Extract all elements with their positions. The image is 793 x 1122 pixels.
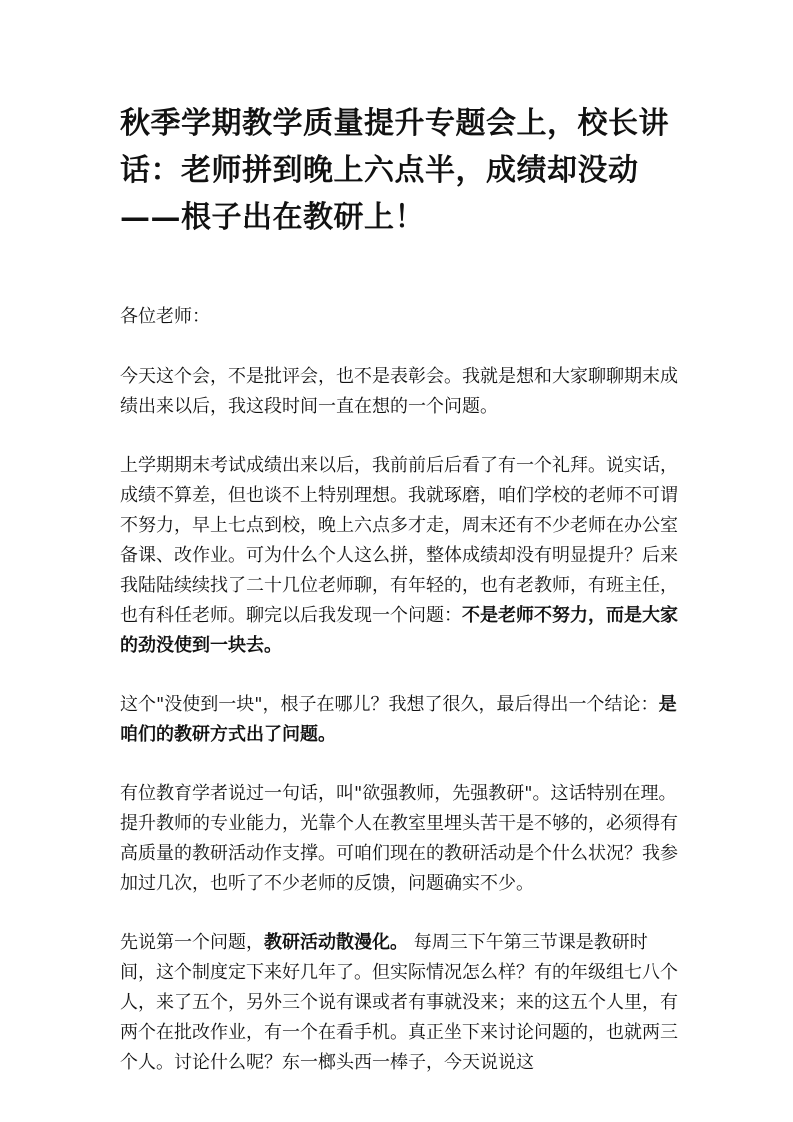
paragraph-5: [120, 928, 680, 1078]
salutation: 各位老师：: [120, 306, 210, 327]
paragraph-1: [120, 362, 680, 422]
paragraph-4: [120, 779, 680, 899]
paragraph-5-lead: 先说第一个问题，: [120, 932, 264, 953]
paragraph-2: [120, 451, 680, 661]
paragraph-2-emphasis: 不是老师不努力，而是大家的劲没使到一块去。: [120, 605, 678, 656]
paragraph-5-text: 每周三下午第三节课是教研时间，这个制度定下来好几年了。但实际情况怎么样？有的年级组七八个人，来了五个，另外三个说有课或者有事就没来；来的这五个人里，有两个在批改作业，有一个在看手机。真正坐下来讨论问题的，也就两三个人。讨论什么呢？东一榔头西一棒子，今天说说这: [120, 932, 678, 1073]
paragraph-4-text: 有位教育学者说过一句话，叫"欲强教师，先强教研"。这话特别在理。提升教师的专业能力，光靠个人在教室里埋头苦干是不够的，必须得有高质量的教研活动作支撑。可咱们现在的教研活动是个什么状况？我参加过几次，也听了不少老师的反馈，问题确实不少。: [120, 783, 678, 894]
paragraph-2-text: 上学期期末考试成绩出来以后，我前前后后看了有一个礼拜。说实话，成绩不算差，但也谈不上特别理想。我就琢磨，咱们学校的老师不可谓不努力，早上七点到校，晚上六点多才走，周末还有不少老师在办公室备课、改作业。可为什么个人这么拼，整体成绩却没有明显提升？后来我陆陆续续找了二十几位老师聊，有年轻的，也有老教师，有班主任，也有科任老师。聊完以后我发现一个问题：: [120, 455, 678, 626]
paragraph-3-emphasis: 是咱们的教研方式出了问题。: [120, 694, 677, 745]
paragraph-5-emphasis: 教研活动散漫化。: [264, 932, 408, 953]
document-title: 秋季学期教学质量提升专题会上，校长讲话：老师拼到晚上六点半，成绩却没动——根子出在教研上！: [120, 106, 669, 235]
paragraph-3-text: 这个"没使到一块"，根子在哪儿？我想了很久，最后得出一个结论：: [120, 694, 659, 715]
paragraph-1-text: 今天这个会，不是批评会，也不是表彰会。我就是想和大家聊聊期末成绩出来以后，我这段时间一直在想的一个问题。: [120, 366, 678, 417]
paragraph-3: [120, 690, 680, 750]
document-page: [120, 100, 680, 1078]
